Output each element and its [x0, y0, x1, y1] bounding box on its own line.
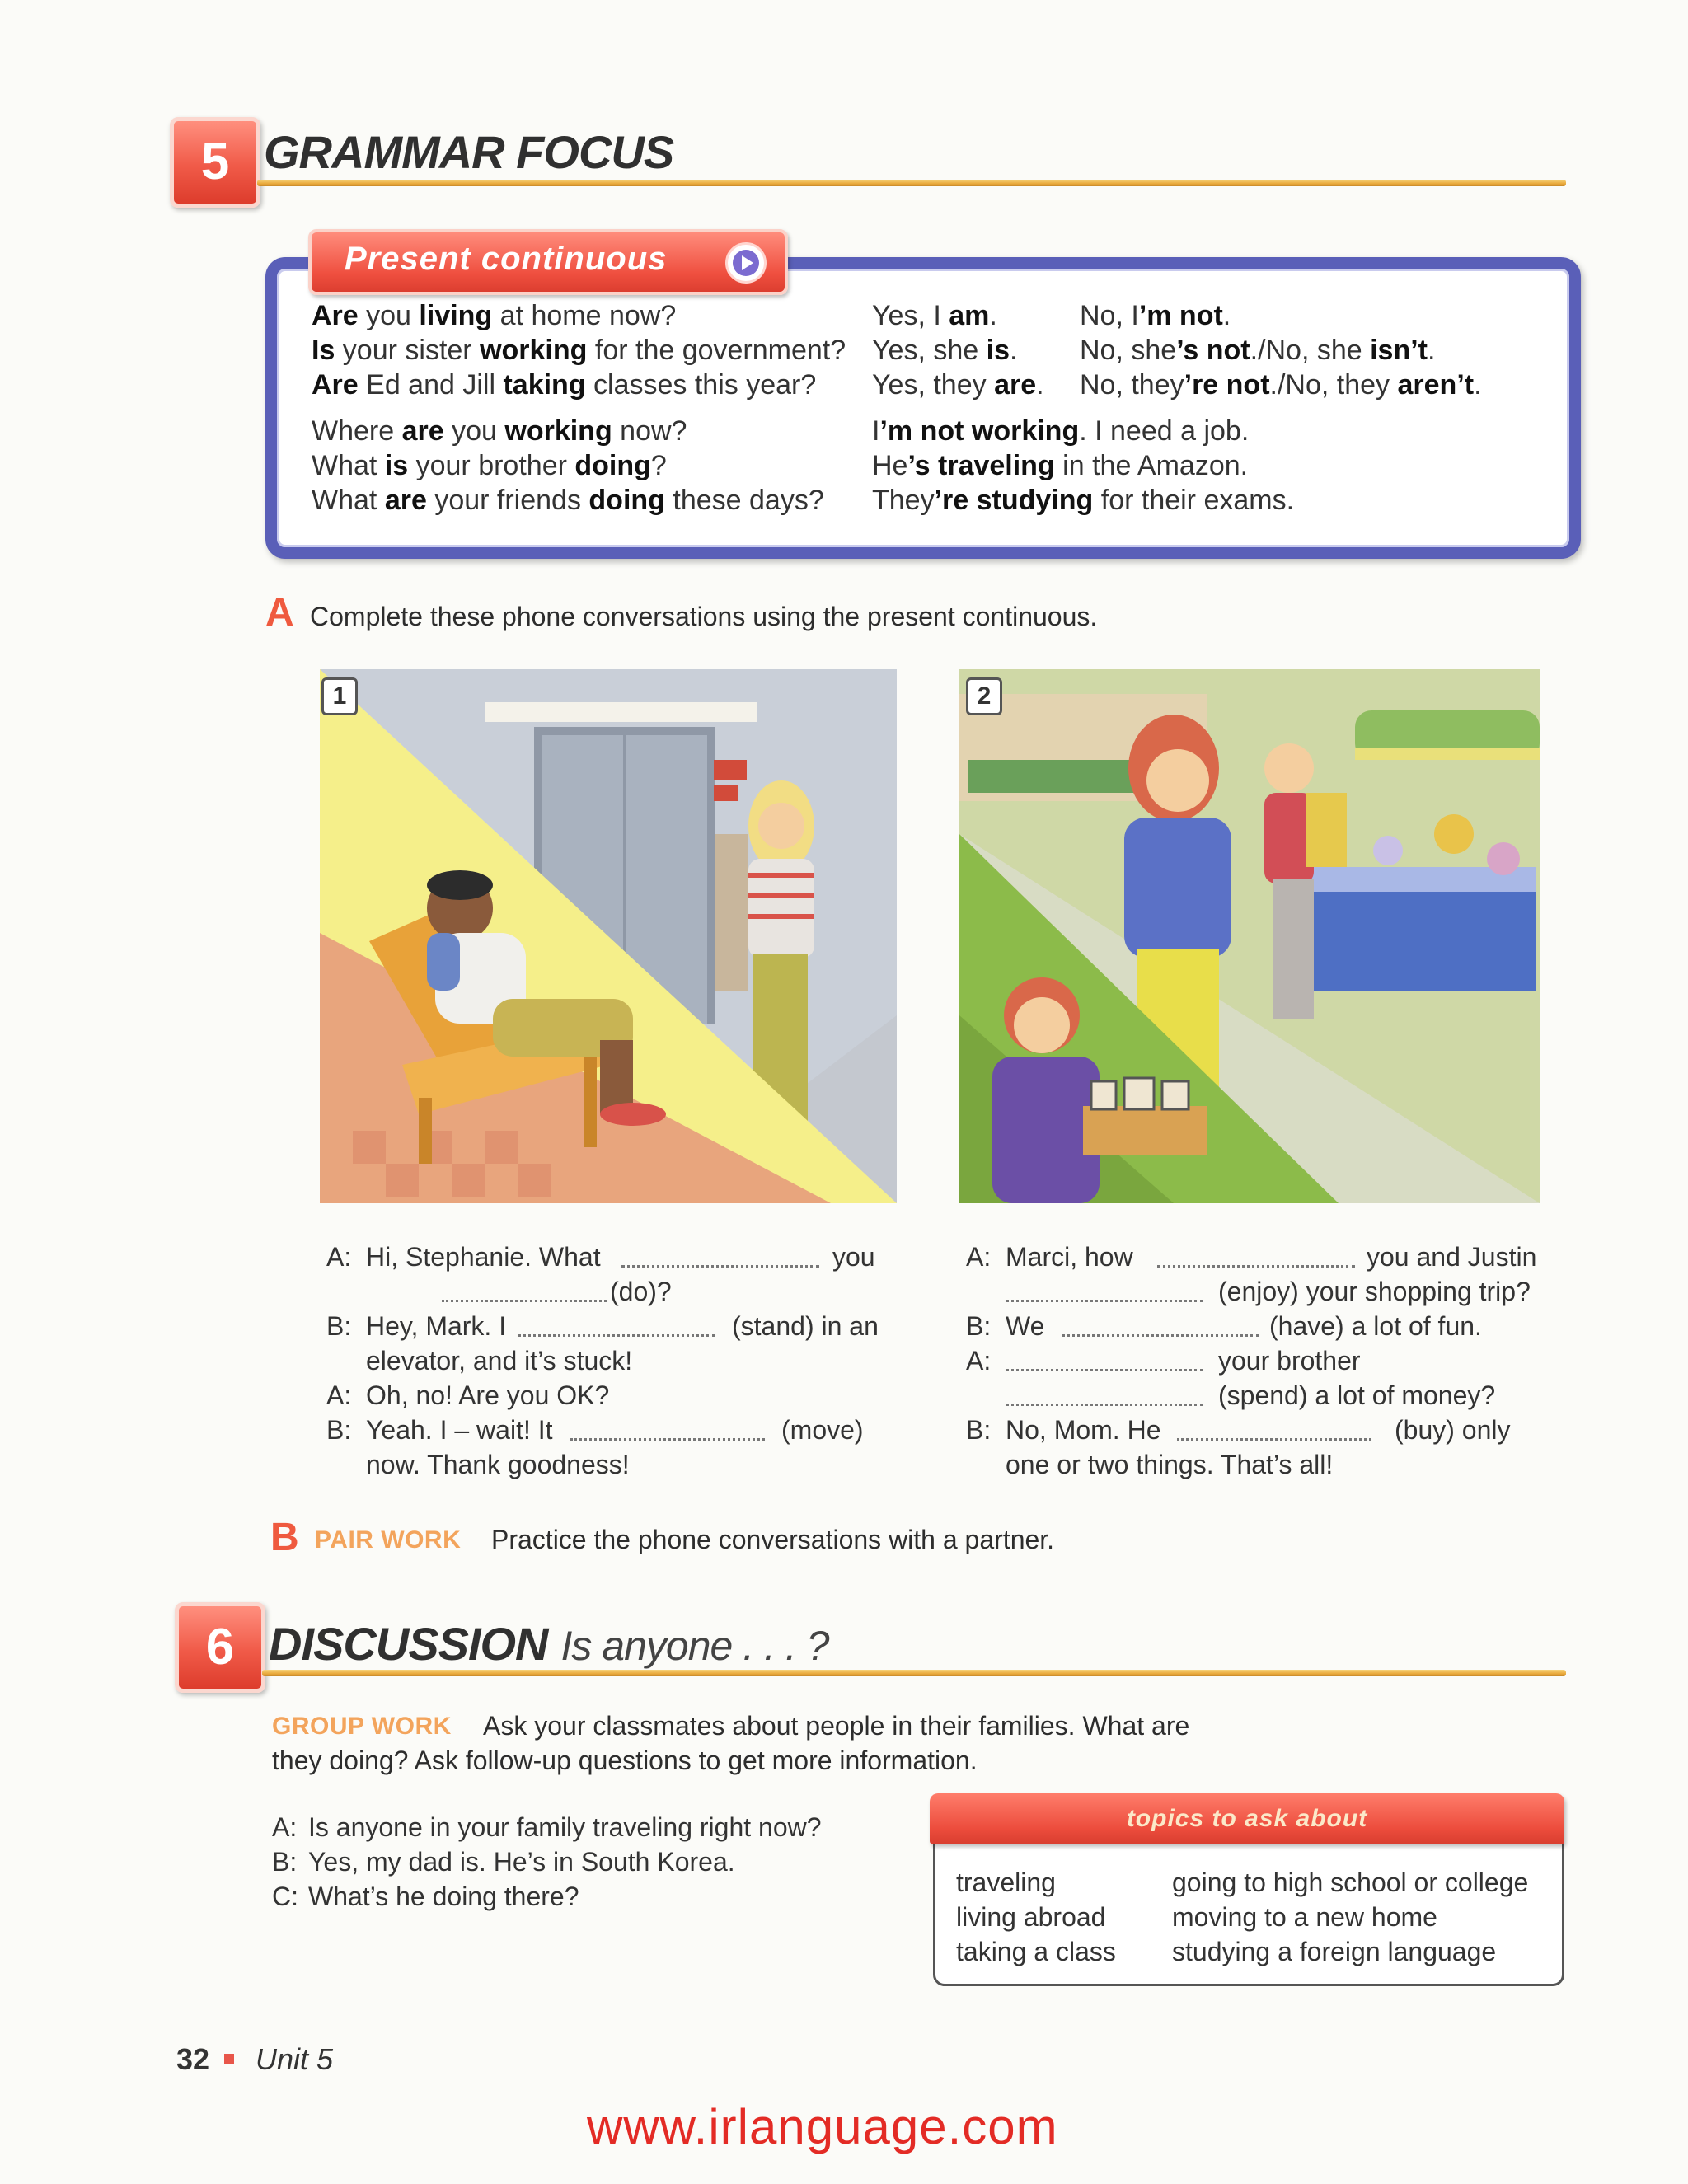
conv2-line6-a: No, Mom. He	[1006, 1415, 1161, 1445]
conv1-line1-b: you	[832, 1242, 875, 1272]
blank-2-3[interactable]	[1006, 1368, 1203, 1371]
grammar-tab-label: Present continuous	[345, 241, 668, 277]
grammar-line: Where are you working now?	[312, 415, 687, 447]
conv2-line2: (enjoy) your shopping trip?	[1218, 1277, 1531, 1306]
blank-2-2[interactable]	[1062, 1333, 1259, 1337]
exercise-a-instruction: Complete these phone conversations using the present continuous.	[310, 602, 1098, 631]
conv2-line1-b: you and Justin	[1367, 1242, 1537, 1272]
conv1-line1-a: Hi, Stephanie. What	[366, 1242, 601, 1272]
conv1-line3-a: Hey, Mark. I	[366, 1311, 507, 1341]
grammar-line: Yes, she is.	[872, 335, 1018, 366]
speaker: B:	[966, 1415, 992, 1445]
conv2-line5: (spend) a lot of money?	[1218, 1380, 1496, 1410]
grammar-yes-answers	[872, 298, 1044, 402]
speaker: A:	[326, 1380, 352, 1410]
speaker: B:	[326, 1415, 352, 1445]
speaker: C:	[272, 1882, 298, 1911]
grammar-line: Yes, they are.	[872, 369, 1044, 401]
speaker: B:	[326, 1311, 352, 1341]
picture-1	[320, 669, 897, 1203]
watermark[interactable]: www.irlanguage.com	[587, 2099, 1058, 2154]
exercise-b-instruction: Practice the phone conversations with a partner.	[491, 1525, 1055, 1554]
grammar-line: He’s traveling in the Amazon.	[872, 450, 1249, 481]
speaker: A:	[966, 1346, 992, 1376]
conv1-line4: elevator, and it’s stuck!	[366, 1346, 633, 1376]
section-6-instruction-1: Ask your classmates about people in their families. What are	[483, 1711, 1190, 1741]
speaker: A:	[966, 1242, 992, 1272]
page-number: 32	[176, 2042, 210, 2076]
conv2-line4: your brother	[1218, 1346, 1361, 1376]
topic-item: going to high school or college	[1172, 1868, 1529, 1897]
conv1-line7: now. Thank goodness!	[366, 1450, 630, 1479]
grammar-line: No, I’m not.	[1080, 300, 1231, 331]
blank-1-3[interactable]	[570, 1437, 765, 1441]
section-6-rule	[262, 1670, 1566, 1676]
exercise-a-letter: A	[265, 591, 294, 635]
dialog-line: What’s he doing there?	[308, 1882, 579, 1911]
dialog-line: Is anyone in your family traveling right now?	[308, 1812, 822, 1842]
grammar-wh-questions	[312, 414, 824, 518]
grammar-line: Are you living at home now?	[312, 300, 677, 331]
section-6-title-main: DISCUSSION	[269, 1618, 548, 1670]
blank-1-1b[interactable]	[442, 1299, 607, 1302]
unit-label: Unit 5	[256, 2042, 334, 2076]
blank-2-3b[interactable]	[1006, 1403, 1203, 1406]
grammar-no-answers	[1080, 298, 1482, 402]
grammar-wh-answers	[872, 414, 1294, 518]
conversation-2	[966, 1240, 1559, 1482]
grammar-line: No, she’s not./No, she isn’t.	[1080, 335, 1436, 366]
conv2-line1-a: Marci, how	[1006, 1242, 1133, 1272]
speaker: A:	[272, 1812, 298, 1842]
conv2-line3-a: We	[1006, 1311, 1045, 1341]
section-5-rule	[257, 180, 1566, 186]
grammar-line: They’re studying for their exams.	[872, 485, 1295, 516]
grammar-line: No, they’re not./No, they aren’t.	[1080, 369, 1482, 401]
section-6-instruction-2: they doing? Ask follow-up questions to get more information.	[272, 1746, 978, 1775]
picture-1-number: 1	[321, 677, 358, 715]
section-6-subtitle: Is anyone . . . ?	[560, 1623, 829, 1669]
topics-col-1	[956, 1868, 1116, 1971]
picture-2-illustration	[959, 669, 1540, 1203]
grammar-tab	[308, 229, 788, 295]
grammar-line: I’m not working. I need a job.	[872, 415, 1250, 447]
conv2-line7: one or two things. That’s all!	[1006, 1450, 1334, 1479]
exercise-b-tag: PAIR WORK	[315, 1526, 462, 1554]
discussion-dialog	[272, 1810, 822, 1914]
conv1-line3-b: (stand) in an	[732, 1311, 879, 1341]
blank-2-1b[interactable]	[1006, 1299, 1203, 1302]
conversation-1	[326, 1240, 903, 1482]
conv1-line5: Oh, no! Are you OK?	[366, 1380, 610, 1410]
grammar-line: Yes, I am.	[872, 300, 997, 331]
grammar-line: Are Ed and Jill taking classes this year?	[312, 369, 817, 401]
topic-item: studying a foreign language	[1172, 1937, 1497, 1966]
dialog-line: Yes, my dad is. He’s in South Korea.	[308, 1847, 735, 1877]
exercise-b-letter: B	[270, 1516, 299, 1559]
topic-item: taking a class	[956, 1937, 1116, 1966]
picture-2-number: 2	[966, 677, 1002, 715]
topics-title: topics to ask about	[930, 1793, 1564, 1844]
grammar-yn-questions	[312, 298, 846, 402]
topics-col-2	[1172, 1868, 1528, 1971]
speaker: B:	[966, 1311, 992, 1341]
topic-item: moving to a new home	[1172, 1902, 1437, 1932]
topic-item: traveling	[956, 1868, 1056, 1897]
conv1-line6-b: (move)	[781, 1415, 864, 1445]
footer-square	[224, 2054, 234, 2064]
conv1-line6-a: Yeah. I – wait! It	[366, 1415, 553, 1445]
conv1-line2: (do)?	[610, 1277, 672, 1306]
blank-1-1[interactable]	[621, 1264, 819, 1268]
grammar-line: Is your sister working for the government?	[312, 335, 846, 366]
section-5-title: GRAMMAR FOCUS	[264, 126, 674, 178]
blank-1-2[interactable]	[518, 1333, 715, 1337]
blank-2-4[interactable]	[1177, 1437, 1372, 1441]
audio-play-icon[interactable]	[725, 242, 767, 284]
speaker: A:	[326, 1242, 352, 1272]
conv2-line6-b: (buy) only	[1395, 1415, 1511, 1445]
section-5-number: 5	[170, 117, 260, 208]
grammar-line: What is your brother doing?	[312, 450, 667, 481]
topic-item: living abroad	[956, 1902, 1106, 1932]
picture-2	[959, 669, 1540, 1203]
speaker: B:	[272, 1847, 298, 1877]
section-6-number: 6	[175, 1602, 265, 1693]
picture-1-illustration	[320, 669, 897, 1203]
blank-2-1[interactable]	[1157, 1264, 1355, 1268]
section-6-tag: GROUP WORK	[272, 1713, 452, 1740]
conv2-line3-b: (have) a lot of fun.	[1269, 1311, 1482, 1341]
section-6-title	[269, 1617, 828, 1671]
grammar-line: What are your friends doing these days?	[312, 485, 824, 516]
